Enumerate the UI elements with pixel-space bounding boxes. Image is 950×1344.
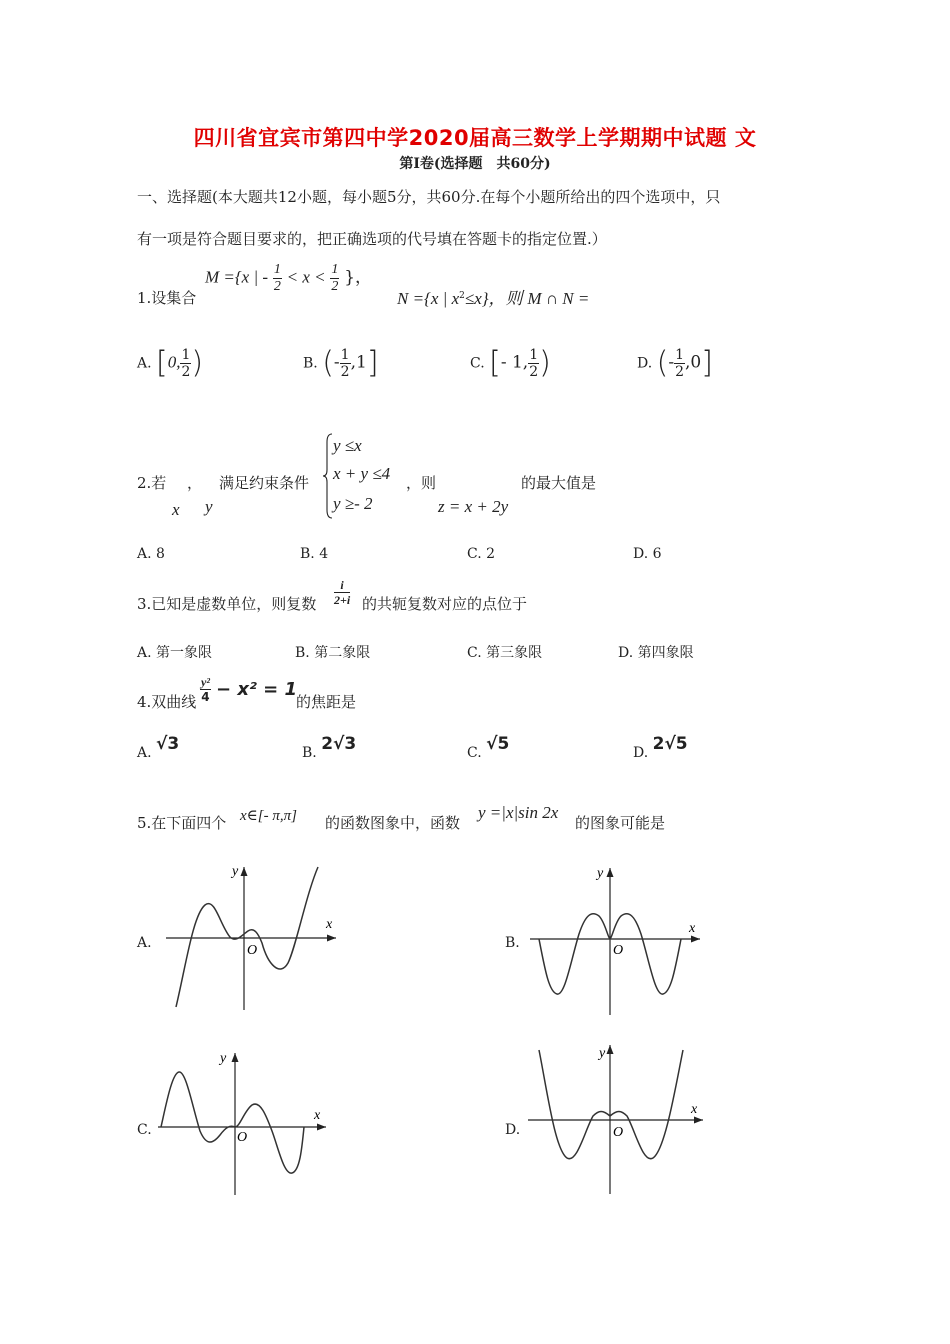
q5-option-a[interactable]: A. xyxy=(137,935,152,951)
q5-graph-b-y-label: y xyxy=(597,866,604,881)
q4-option-c[interactable]: C. √5 xyxy=(467,734,510,761)
q5-graph-c-x-label: x xyxy=(314,1108,321,1123)
q5-option-d[interactable]: D. xyxy=(505,1122,521,1138)
q1-option-d[interactable]: D. (- $\frac{1}{2}$ ,0] xyxy=(637,345,713,381)
q5-graph-c-origin: O xyxy=(237,1130,248,1145)
q4-question-tail: 的焦距是 xyxy=(296,693,357,711)
q2-objective: z = x + 2y xyxy=(438,497,509,516)
q2-option-a[interactable]: A. 8 xyxy=(137,546,165,562)
q5-mid: 的函数图象中，函数 xyxy=(325,814,461,832)
q5-graph-b-x-label: x xyxy=(689,921,696,936)
q1-m-frac-1: $\frac{1}{2}$ xyxy=(273,262,281,294)
q2-comma: ， xyxy=(187,474,203,492)
q1-m-right: < x < xyxy=(286,267,326,287)
section-intro-line2: 有一项是符合题目要求的，把正确选项的代号填在答题卡的指定位置.） xyxy=(137,230,607,248)
q5-function: y =|x|sin 2x xyxy=(478,803,559,822)
q2-option-c[interactable]: C. 2 xyxy=(467,546,496,562)
q1-set-n: N ={x | $x^2\le x$}，则 M ∩ N = xyxy=(397,289,590,308)
q5-graph-b[interactable] xyxy=(525,860,715,1020)
q1-option-b[interactable]: B. (- $\frac{1}{2}$ ,1] xyxy=(303,345,379,381)
q2-condition-label: 满足约束条件 xyxy=(219,474,310,492)
q3-fraction: $\frac{i}{2+i}$ xyxy=(334,578,351,607)
q2-constraint-3: y ≥- 2 xyxy=(333,494,373,513)
q2-option-b[interactable]: B. 4 xyxy=(300,546,329,562)
q5-graph-d[interactable] xyxy=(525,1040,715,1198)
q1-m-frac-2: $\frac{1}{2}$ xyxy=(331,262,339,294)
q4-equation: $\frac{\text{y²}}{4}$ − x² = 1 xyxy=(201,675,298,704)
q3-option-c[interactable]: C. 第三象限 xyxy=(467,645,543,661)
q3-option-b[interactable]: B. 第二象限 xyxy=(295,645,371,661)
q1-prefix: 1.设集合 xyxy=(137,289,197,307)
q4-prefix: 4.双曲线 xyxy=(137,693,197,711)
q1-option-c[interactable]: C. [- 1, $\frac{1}{2}$ ) xyxy=(470,345,551,381)
q4-option-b[interactable]: B. 2√3 xyxy=(302,734,357,761)
q5-graph-d-x-label: x xyxy=(691,1102,698,1117)
page-title: 四川省宜宾市第四中学2020届高三数学上学期期中试题 文 xyxy=(193,126,757,150)
q5-domain: x∈[- π,π] xyxy=(240,808,297,824)
q2-constraint-2: x + y ≤4 xyxy=(333,464,391,483)
q1-m-close: }， xyxy=(344,267,373,288)
q1-m-left: M ={x | - xyxy=(205,267,269,287)
q5-graph-a-y-label: y xyxy=(232,864,239,879)
q1-set-m xyxy=(205,262,372,295)
q4-option-a[interactable]: A. √3 xyxy=(137,734,180,761)
q5-graph-b-origin: O xyxy=(613,943,624,958)
q3-option-d[interactable]: D. 第四象限 xyxy=(618,645,694,661)
q5-question-tail: 的图象可能是 xyxy=(575,814,666,832)
q5-option-c[interactable]: C. xyxy=(137,1122,152,1138)
section-intro-line1: 一、选择题(本大题共12小题，每小题5分，共60分.在每个小题所给出的四个选项中，只 xyxy=(137,188,721,206)
q5-graph-a-origin: O xyxy=(247,943,258,958)
q5-graph-a-x-label: x xyxy=(326,917,333,932)
q2-question-tail: 的最大值是 xyxy=(521,474,597,492)
q4-option-d[interactable]: D. 2√5 xyxy=(633,734,688,761)
q5-graph-d-y-label: y xyxy=(599,1046,606,1061)
q2-prefix: 2.若 xyxy=(137,474,167,492)
q2-var-x: x xyxy=(172,500,180,519)
q2-var-y: y xyxy=(205,497,213,516)
q2-option-d[interactable]: D. 6 xyxy=(633,546,662,562)
q3-option-a[interactable]: A. 第一象限 xyxy=(137,645,213,661)
q3-prefix: 3.已知是虚数单位，则复数 xyxy=(137,595,317,613)
q2-then: ，则 xyxy=(406,474,437,492)
section-subtitle: 第Ⅰ卷(选择题 共60分) xyxy=(399,156,551,172)
q3-question-tail: 的共轭复数对应的点位于 xyxy=(362,595,528,613)
q5-graph-c[interactable] xyxy=(158,1045,348,1200)
q2-constraint-1: y ≤x xyxy=(333,436,362,455)
q1-intersection: M ∩ N = xyxy=(527,289,590,308)
q1-option-a[interactable]: A. [0, $\frac{1}{2}$ ) xyxy=(137,345,204,381)
q5-prefix: 5.在下面四个 xyxy=(137,814,227,832)
q5-graph-a[interactable] xyxy=(158,855,348,1015)
q5-graph-d-origin: O xyxy=(613,1125,624,1140)
q5-graph-c-y-label: y xyxy=(220,1051,227,1066)
q5-option-b[interactable]: B. xyxy=(505,935,520,951)
